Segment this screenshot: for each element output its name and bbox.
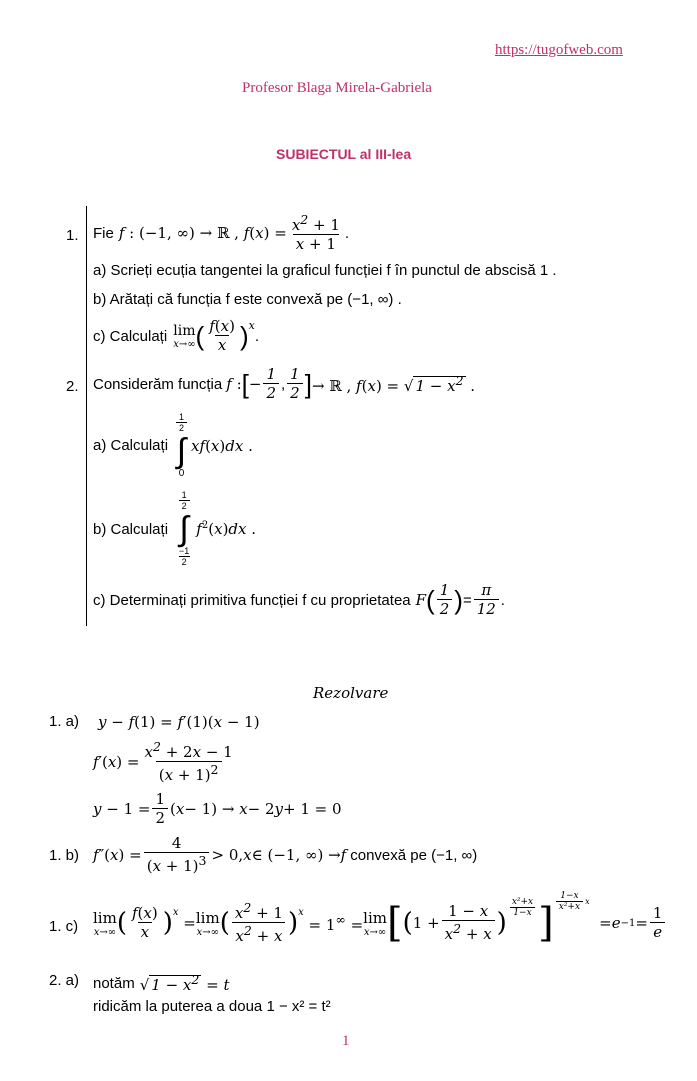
- substitution-text: notăm: [93, 974, 135, 992]
- problem-1a: a) Scrieți ecuția tangentei la graficul funcției f în punctul de abscisă 1 .: [93, 262, 557, 279]
- second-derivative: f ″( x ) = $\frac{4}{(x + 1)^3}$ > 0, x ∈ (−1, ∞) → f convexă pe (−1, ∞): [93, 834, 478, 876]
- problem-2-statement: Considerăm funcția f : [ − $\frac{1}{2}$ , $\frac{1}{2}$ ] → ℝ , f(x) = √ $1 - x^2$ .: [93, 365, 476, 403]
- problem-2-intro: Considerăm funcția: [93, 375, 223, 393]
- website-link[interactable]: https://tugofweb.com: [495, 42, 623, 58]
- label-1c: 1. c): [49, 918, 79, 935]
- problem-1b: b) Arătați că funcția f este convexă pe (−1, ∞) .: [93, 291, 402, 308]
- label-1b: 1. b): [49, 847, 80, 864]
- limit-computation: lim x→∞ ( $\frac{f(x)}{x}$ ) $^x$ = lim x→∞ ( $\frac{x^2 + 1}{x^2 + x}$ ) $^x$ = 1∞ = lim x→∞ [ ( 1 + $\frac{1 - x}{x^2 + x}$ ) $^{\frac{\text{x²+x}}{1-x}}$ ] $^{\frac{1-x}{\text{x²+x}} x}$ = e −1 = $\frac{1}{e}$: [93, 900, 667, 946]
- first-derivative: f ′( x ) = $\frac{x^2 + 2x - 1}{(x + 1)^2}$: [93, 739, 233, 785]
- label-2a: 2. a): [49, 972, 80, 989]
- problem-1c-label: c) Calculați: [93, 327, 168, 345]
- tangent-equation: y − f(1) = f′(1)(x − 1): [98, 713, 260, 731]
- convex-text: convexă pe (−1, ∞): [350, 846, 478, 864]
- problem-2a-label: a) Calculați: [93, 437, 169, 455]
- substitution-line: notăm √ $1 - x^2 = t$: [93, 972, 230, 994]
- label-1a: 1. a): [49, 713, 80, 730]
- problem-1-intro: Fie: [93, 224, 114, 242]
- problem-1c: c) Calculați lim x→∞ ( $\frac{f(x)}{x}$ ) $^x$ .: [93, 317, 260, 355]
- problem-2b: b) Calculați $\frac{1}{2}$ ∫ $\frac{-1}{2}$ $f^2(x)dx$ .: [93, 490, 257, 568]
- square-step: ridicăm la puterea a doua 1 − x² = t²: [93, 998, 331, 1015]
- author-name: Profesor Blaga Mirela-Gabriela: [242, 80, 432, 96]
- resolution-heading: Rezolvare: [313, 684, 389, 702]
- vertical-divider: [86, 206, 87, 626]
- problem-2-number: 2.: [66, 378, 79, 395]
- problem-2b-label: b) Calculați: [93, 520, 169, 538]
- problem-2a: a) Calculați $\frac{1}{2}$ ∫ 0 xf(x)dx .: [93, 412, 253, 480]
- problem-2c: c) Determinați primitiva funcției f cu proprietatea F ( $\frac{1}{2}$ ) = $\frac{\pi}{12}$ .: [93, 581, 505, 619]
- problem-1-number: 1.: [66, 227, 79, 244]
- tangent-result: y − 1 = $\frac{1}{2}$ ( x − 1) → x − 2 y + 1 = 0: [93, 790, 342, 828]
- problem-2c-label: c) Determinați primitiva funcției f cu proprietatea: [93, 591, 411, 609]
- problem-1-statement: Fie f : (−1, ∞) → ℝ , f(x) = $\frac{x^2 + 1}{x + 1}$ .: [93, 212, 350, 254]
- page-title: SUBIECTUL al III-lea: [276, 146, 412, 162]
- page-number: 1: [342, 1033, 350, 1049]
